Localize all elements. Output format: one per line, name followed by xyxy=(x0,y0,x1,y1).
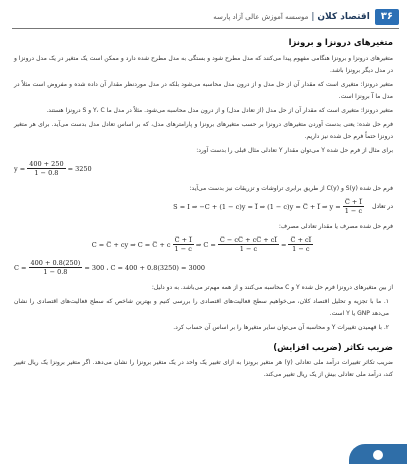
paragraph: متغیر درونزا: متغیری است که مقدار آن از حل مدل (از تعادل مدل) و از درون مدل محاسبه می‌شود. مثلاً در مدل ما Y، C و S درونزا هستند. xyxy=(46,107,393,114)
numerator: C̅ + I̅ xyxy=(174,236,192,244)
equation-c-value xyxy=(14,259,393,276)
corner-badge xyxy=(349,444,407,464)
book-title: اقتصاد کلان xyxy=(317,12,370,22)
denominator: 1 − c xyxy=(239,245,258,253)
paragraph: متغیرهای درونزا و برونزا هنگامی مفهوم پیدا می‌کنند که مدل مطرح شود و بستگی به مدل مطرح شده دارد و ممکن است یک متغیر در یک مدل درونزا و در مدل دیگر برونزا باشد. xyxy=(14,55,393,74)
denominator: 1 − 0.8 xyxy=(34,169,59,177)
equation-s-equals-i xyxy=(14,198,393,215)
equation-part: C = xyxy=(14,263,27,272)
paragraph: فرم حل شده مصرف یا مقدار تعادلی مصرف: xyxy=(278,223,393,230)
numerator: C̅ + cI̅ xyxy=(290,236,312,244)
equation-consumption xyxy=(14,236,393,253)
numerator: C̅ − cC̅ + cC̅ + cI̅ xyxy=(219,236,278,244)
publisher-name: موسسه آموزش عالی آزاد پارسه xyxy=(213,13,309,21)
page-content xyxy=(14,36,393,383)
denominator: 1 − c xyxy=(344,207,363,215)
equation-part: = 300 ، C = 400 + 0.8(3250) = 3000 xyxy=(84,263,206,272)
equation-rhs: = 3250 xyxy=(67,164,92,173)
denominator: 1 − 0.8 xyxy=(43,268,68,276)
section-title: ضریب تکاثر (ضریب افزایش) xyxy=(273,343,393,353)
header-rule xyxy=(12,28,399,29)
paragraph: برای مثال از فرم حل شده Y می‌توان مقدار Y تعادلی مثال قبلی را بدست آورد: xyxy=(196,147,393,154)
numerator: C̅ + I̅ xyxy=(344,198,362,206)
badge-dot xyxy=(373,450,383,460)
list-item: ۲. با فهمیدن تغییرات Y و محاسبه آن می‌توان سایر متغیرها را بر اساس آن حساب کرد. xyxy=(173,324,389,331)
paragraph: فرم حل شده: یعنی بدست آوردن متغیرهای درونزا بر حسب متغیرهای برونزا و پارامترهای مدل، که بر اساس تعادل مدل بدست می‌آید. برای هر متغیر درونزا حتماً فرم حل شده نیز داریم. xyxy=(14,121,393,140)
fraction xyxy=(173,236,194,253)
equation-y xyxy=(14,160,393,177)
list-item: ۱. ما با تجزیه و تحلیل اقتصاد کلان، می‌خواهیم سطح فعالیت‌های اقتصادی را بررسی کنیم و بهترین شاخص که سطح فعالیت‌های اقتصادی را نشان می‌دهد GNP یا Y است. xyxy=(14,298,389,317)
numerator: 400 + 0.8(250) xyxy=(30,259,81,267)
equation-lhs: y = xyxy=(14,164,26,173)
section-title: متغیرهای درونزا و برونزا xyxy=(288,38,393,48)
paragraph: از بین متغیرهای درونزا فرم حل شده Y و C محاسبه می‌کنند و از همه مهم‌تر می‌باشد. به دو دلیل: xyxy=(151,284,393,291)
denominator: 1 − c xyxy=(292,245,310,253)
fraction xyxy=(218,236,279,253)
paragraph: ضریب تکاثر تغییرات درآمد ملی تعادلی (y) هر متغیر برونزا به ازای تغییر یک واحد در یک متغیر برونزا را نشان می‌دهد. اگر متغیر برونزا یک ریال تغییر کند، درآمد ملی تعادلی بیش از یک ریال تغییر می‌کند. xyxy=(14,359,393,378)
denominator: 1 − c xyxy=(174,245,192,253)
equation-label: در تعادل xyxy=(372,203,393,210)
equation-part: = xyxy=(281,240,287,249)
page-header xyxy=(14,8,399,26)
fraction xyxy=(288,236,313,253)
numerator: 400 + 250 xyxy=(29,160,64,168)
page-number: ۳۶ xyxy=(375,9,399,25)
paragraph: متغیر درونزا: متغیری است که مقدار آن از حل مدل و از درون مدل محاسبه می‌شود بلکه در مدل موردنظر مقدار آن داده شده و مفروض است مثلاً در مدل ما I̅ برونزا است. xyxy=(14,81,393,100)
equation-part: ⇒ C = xyxy=(195,240,216,249)
paragraph: فرم حل شده S(y) و C(y) از طریق برابری تراوشات و تزریقات نیز بدست می‌آید: xyxy=(189,185,393,192)
fraction xyxy=(29,259,83,276)
equation-part: C = C̅ + cy ⇒ C = C̅ + c xyxy=(91,240,171,249)
equation-text: S = I ⇒ −C + (1 − c)y = I̅ ⇒ (1 − c)y = C̅ + I̅ ⇒ y = xyxy=(173,202,341,211)
fraction xyxy=(27,160,65,177)
header-separator: | xyxy=(311,12,315,22)
fraction xyxy=(343,198,364,215)
